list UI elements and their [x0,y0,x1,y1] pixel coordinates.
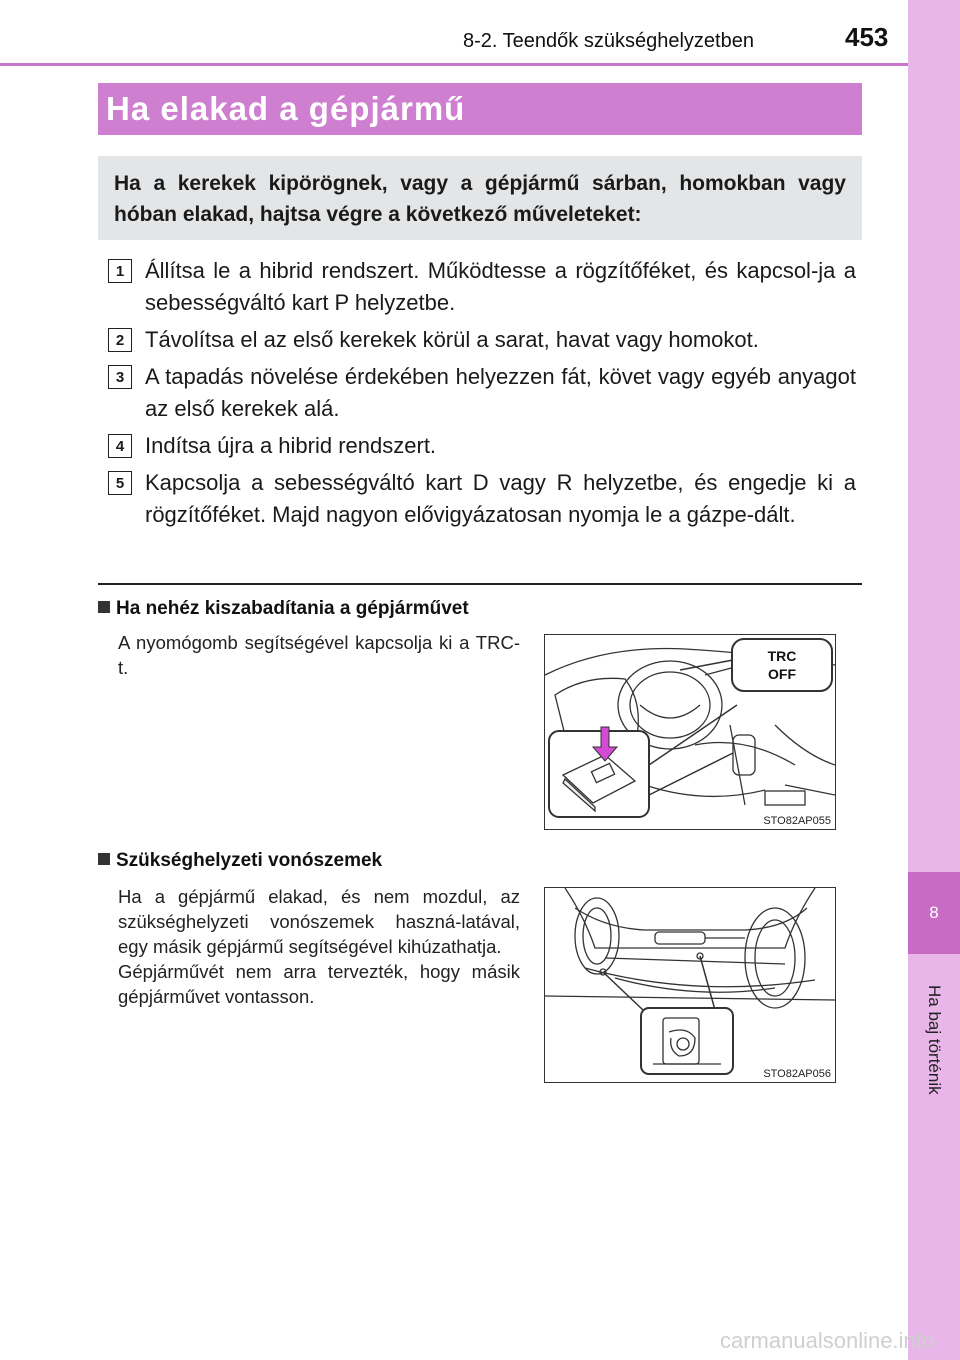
square-bullet-icon [98,601,110,613]
trc-callout-line2: OFF [768,666,796,682]
step-number: 2 [108,328,132,352]
step-text: Indítsa újra a hibrid rendszert. [145,433,437,458]
towing-eyelet-figure [544,887,836,1083]
section-divider [98,583,862,585]
step-item [108,324,856,356]
step-list [108,255,856,531]
step-number: 1 [108,259,132,283]
chapter-number-text: 8 [929,903,939,922]
step-text: Kapcsolja a sebességváltó kart D vagy R helyzetbe, és engedje ki a rögzítőféket. Majd nagyon elővigyázatosan nyomja le a gázpe-dált. [145,470,856,527]
square-bullet-icon [98,853,110,865]
step-item [108,361,856,425]
page-number: 453 [845,22,889,52]
subsection-heading-towing [98,850,382,872]
step-number: 5 [108,471,132,495]
step-item [108,467,856,531]
header-divider [0,63,908,66]
subsection-heading-text: Ha nehéz kiszabadítania a gépjárművet [116,598,469,619]
subsection-text-towing [118,884,520,1009]
chapter-title [908,965,960,1115]
step-item [108,255,856,319]
towing-text-2: Gépjárművét nem arra tervezték, hogy másik gépjárművet vontasson. [118,961,520,1007]
figure-label: STO82AP055 [763,815,831,827]
car-underside-illustration [545,888,835,1082]
trc-off-figure [544,634,836,830]
section-label: 8-2. Teendők szükséghelyzetben [463,30,754,52]
subsection-heading-text: Szükséghelyzeti vonószemek [116,850,383,871]
chapter-title-text: Ha baj történik [925,985,944,1095]
trc-callout-line1: TRC [767,648,797,664]
subsection-heading-trc [98,598,469,620]
step-text: Állítsa le a hibrid rendszert. Működtesse a rögzítőféket, és kapcsol-ja a sebességváltó kart P helyzetbe. [145,258,856,315]
step-item [108,430,856,462]
step-text: Távolítsa el az első kerekek körül a sarat, havat vagy homokot. [145,327,759,352]
intro-text: Ha a kerekek kipörögnek, vagy a gépjármű sárban, homokban vagy hóban elakad, hajtsa végre a következő műveleteket: [114,172,846,226]
intro-box [98,156,862,240]
figure-label: STO82AP056 [763,1068,831,1080]
dashboard-illustration [545,635,835,829]
page-title: Ha elakad a gépjármű [98,83,862,135]
towing-text-1: Ha a gépjármű elakad, és nem mozdul, az szükséghelyzeti vonószemek haszná-latával, egy másik gépjármű segítségével kihúzathatja. [118,886,520,957]
subsection-text-trc: A nyomógomb segítségével kapcsolja ki a TRC-t. [118,632,520,678]
step-number: 4 [108,434,132,458]
watermark: carmanualsonline.info [720,1328,935,1353]
step-text: A tapadás növelése érdekében helyezzen fát, követ vagy egyéb anyagot az első kerekek alá. [145,364,856,421]
side-tab [908,0,960,1360]
step-number: 3 [108,365,132,389]
chapter-number [908,872,960,954]
